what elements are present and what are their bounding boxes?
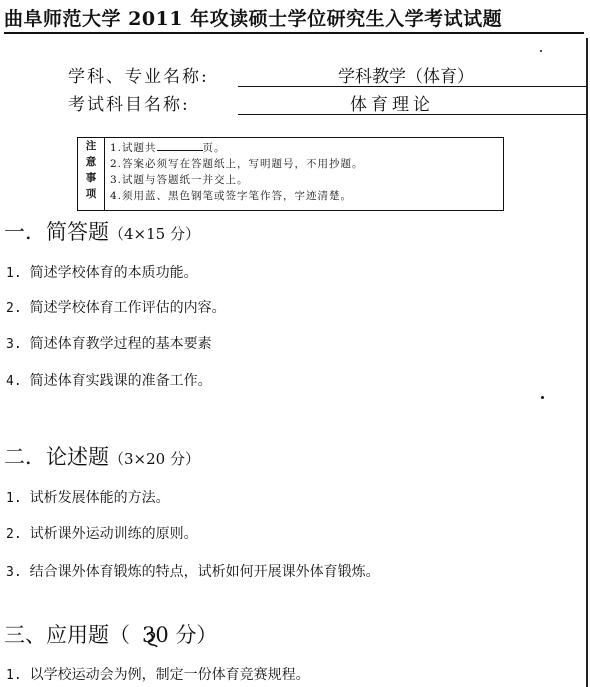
exam-title: 曲阜师范大学 2011 年攻读硕士学位研究生入学考试试题 xyxy=(4,8,503,30)
section-score: （4×15 分） xyxy=(109,225,200,243)
notice-line-1-suffix: 页。 xyxy=(202,142,226,154)
exam-header xyxy=(4,2,584,34)
question-item xyxy=(6,262,198,282)
question-item xyxy=(6,333,212,353)
notice-side-char: 意 xyxy=(85,156,97,168)
header-rule xyxy=(4,32,584,34)
question-number: 2. xyxy=(6,301,22,316)
question-text: 简述学校体育的本质功能。 xyxy=(29,265,198,281)
notice-line-3: 3.试题与答题纸一并交上。 xyxy=(110,174,249,186)
scan-speck xyxy=(540,50,542,52)
subject-label: 考试科目名称: xyxy=(68,95,190,115)
handwritten-scribble xyxy=(144,629,160,649)
major-value: 学科教学（体育） xyxy=(338,67,474,87)
question-number: 4. xyxy=(6,374,22,389)
subject-value: 体育理论 xyxy=(350,95,434,115)
question-text: 以学校运动会为例，制定一份体育竞赛规程。 xyxy=(29,667,310,683)
question-number: 3. xyxy=(6,565,22,580)
question-number: 1. xyxy=(6,668,22,683)
section-score: （3×20 分） xyxy=(109,450,200,468)
notice-line-2: 2.答案必须写在答题纸上，写明题号，不用抄题。 xyxy=(110,158,364,170)
question-text: 简述体育教学过程的基本要素 xyxy=(29,336,212,352)
notice-lines xyxy=(110,140,500,204)
notice-box xyxy=(77,137,504,211)
notice-side-char: 项 xyxy=(85,188,97,200)
section-title: 三、应用题（ xyxy=(4,623,130,647)
question-text: 简述学校体育工作评估的内容。 xyxy=(29,300,226,316)
notice-side-char: 注 xyxy=(85,140,97,152)
question-item xyxy=(6,523,198,543)
question-number: 2. xyxy=(6,527,22,542)
major-row xyxy=(68,62,588,86)
section-heading-essay xyxy=(4,441,200,471)
question-text: 试析发展体能的方法。 xyxy=(29,490,170,506)
page-right-edge xyxy=(586,38,588,687)
section-title: 二．论述题 xyxy=(4,445,109,469)
major-label: 学科、专业名称: xyxy=(68,67,209,87)
question-text: 试析课外运动训练的原则。 xyxy=(29,526,198,542)
section-heading-application xyxy=(4,619,217,649)
question-item xyxy=(6,561,380,581)
notice-line-1-prefix: 1.试题共 xyxy=(110,142,157,154)
notice-line-4: 4.须用蓝、黑色钢笔或签字笔作答，字迹清楚。 xyxy=(110,190,353,202)
subject-field xyxy=(238,90,586,115)
question-item xyxy=(6,487,170,507)
scan-speck xyxy=(541,396,544,399)
section-score: 30 分） xyxy=(142,623,218,647)
question-text: 简述体育实践课的准备工作。 xyxy=(29,373,212,389)
question-number: 3. xyxy=(6,337,22,352)
section-heading-short-answer xyxy=(4,216,200,246)
question-item xyxy=(6,370,212,390)
question-number: 1. xyxy=(6,491,22,506)
question-number: 1. xyxy=(6,266,22,281)
question-item xyxy=(6,297,226,317)
page-count-blank xyxy=(157,140,203,151)
notice-line-1 xyxy=(110,140,500,156)
section-title: 一．简答题 xyxy=(4,220,109,244)
subject-row xyxy=(68,90,588,114)
notice-side-char: 事 xyxy=(85,172,97,184)
question-item xyxy=(6,664,310,684)
major-field xyxy=(238,62,586,87)
notice-side-label xyxy=(78,138,105,210)
question-text: 结合课外体育锻炼的特点，试析如何开展课外体育锻炼。 xyxy=(29,564,380,580)
